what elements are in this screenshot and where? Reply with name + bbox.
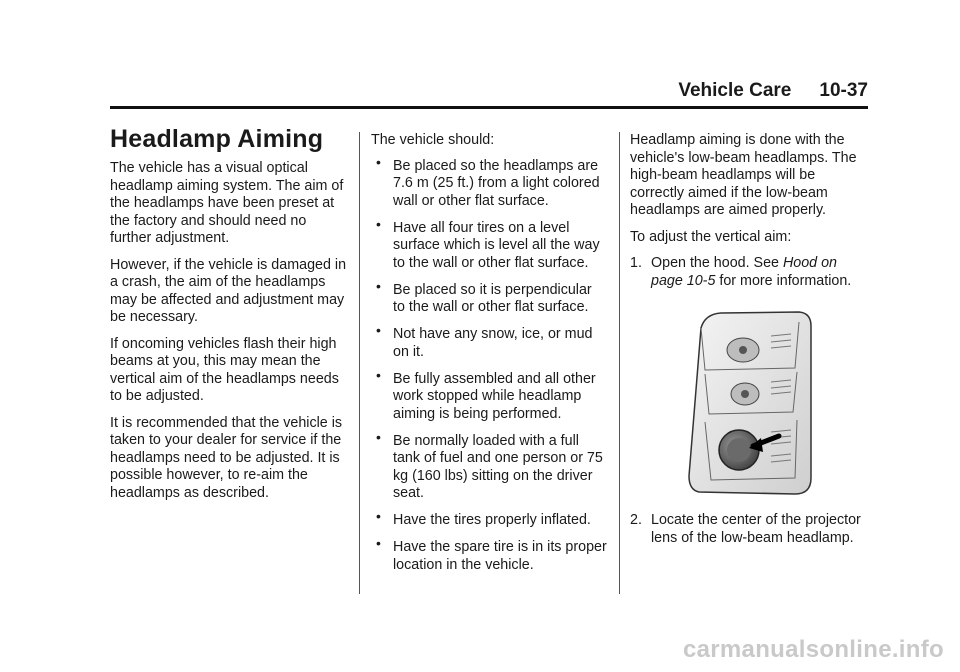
step-number: 1. xyxy=(630,255,642,271)
column-divider xyxy=(619,132,620,594)
list-item-text: Be placed so the headlamps are 7.6 m (25 ft.) from a light colored wall or other flat surface. xyxy=(393,157,600,209)
paragraph: Headlamp aiming is done with the vehicle's low-beam headlamps. The high-beam headlamps will be correctly aimed if the low-beam headlamps are aimed properly. xyxy=(630,132,857,218)
list-item xyxy=(371,322,607,361)
headlamp-illustration xyxy=(687,310,815,498)
paragraph: However, if the vehicle is damaged in a crash, the aim of the headlamps may be affected and adjustment may be necessary. xyxy=(110,256,347,325)
requirements-list xyxy=(371,153,607,575)
list-item xyxy=(371,535,607,574)
list-item-text: Have all four tires on a level surface which is level all the way to the wall or other flat surface. xyxy=(393,219,600,271)
list-item-text: Be placed so it is perpendicular to the wall or other flat surface. xyxy=(393,281,592,315)
bullet-icon: • xyxy=(376,215,381,232)
bullet-icon: • xyxy=(376,508,381,524)
paragraph: To adjust the vertical aim: xyxy=(630,228,792,245)
list-item-text: Be normally loaded with a full tank of fuel and one person or 75 kg (160 lbs) sitting on the driver seat. xyxy=(393,432,603,501)
list-item-text: Have the tires properly inflated. xyxy=(393,512,591,528)
column-2 xyxy=(371,132,607,584)
steps-list xyxy=(630,255,870,290)
paragraph: It is recommended that the vehicle is taken to your dealer for service if the headlamps need to be adjusted. It is possible however, to re-aim the headlamps as described. xyxy=(110,414,343,501)
list-item-text: Not have any snow, ice, or mud on it. xyxy=(393,326,593,360)
step-number: 2. xyxy=(630,512,642,528)
step-text: Locate the center of the projector lens of the low-beam headlamp. xyxy=(651,512,861,546)
paragraph: If oncoming vehicles flash their high beams at you, this may mean the vertical aim of the headlamps needs to be adjusted. xyxy=(110,335,339,404)
bullet-icon: • xyxy=(376,322,381,338)
list-intro: The vehicle should: xyxy=(371,132,495,148)
step-item xyxy=(630,512,870,547)
step-item xyxy=(630,255,870,290)
list-item xyxy=(371,366,607,424)
section-title: Vehicle Care xyxy=(678,80,792,101)
steps-list-continued xyxy=(630,512,870,547)
page-header xyxy=(110,78,868,109)
bullet-icon: • xyxy=(376,277,381,294)
list-item xyxy=(371,508,607,530)
list-item-text: Be fully assembled and all other work stopped while headlamp aiming is being performed. xyxy=(393,370,596,422)
step-text: for more information. xyxy=(715,272,852,289)
bullet-icon: • xyxy=(376,366,381,383)
page-number: 10-37 xyxy=(819,80,868,101)
bullet-icon: • xyxy=(376,428,381,445)
list-item xyxy=(371,277,607,317)
list-item xyxy=(371,215,607,273)
step-text: Open the hood. See xyxy=(651,255,783,271)
header-label xyxy=(678,80,868,102)
bullet-icon: • xyxy=(376,535,381,551)
bullet-icon: • xyxy=(376,153,381,170)
paragraph: The vehicle has a visual optical headlamp aiming system. The aim of the headlamps have been preset at the factory and should need no further adjustment. xyxy=(110,160,344,246)
column-1 xyxy=(110,160,350,511)
cross-reference-link[interactable]: Hood on page 10-5 xyxy=(651,255,838,289)
watermark: carmanualsonline.info xyxy=(682,636,944,663)
column-3 xyxy=(630,132,870,556)
column-divider xyxy=(359,132,360,594)
list-item xyxy=(371,428,607,503)
list-item-text: Have the spare tire is in its proper location in the vehicle. xyxy=(393,539,607,573)
list-item xyxy=(371,153,607,211)
section-heading: Headlamp Aiming xyxy=(110,125,324,153)
